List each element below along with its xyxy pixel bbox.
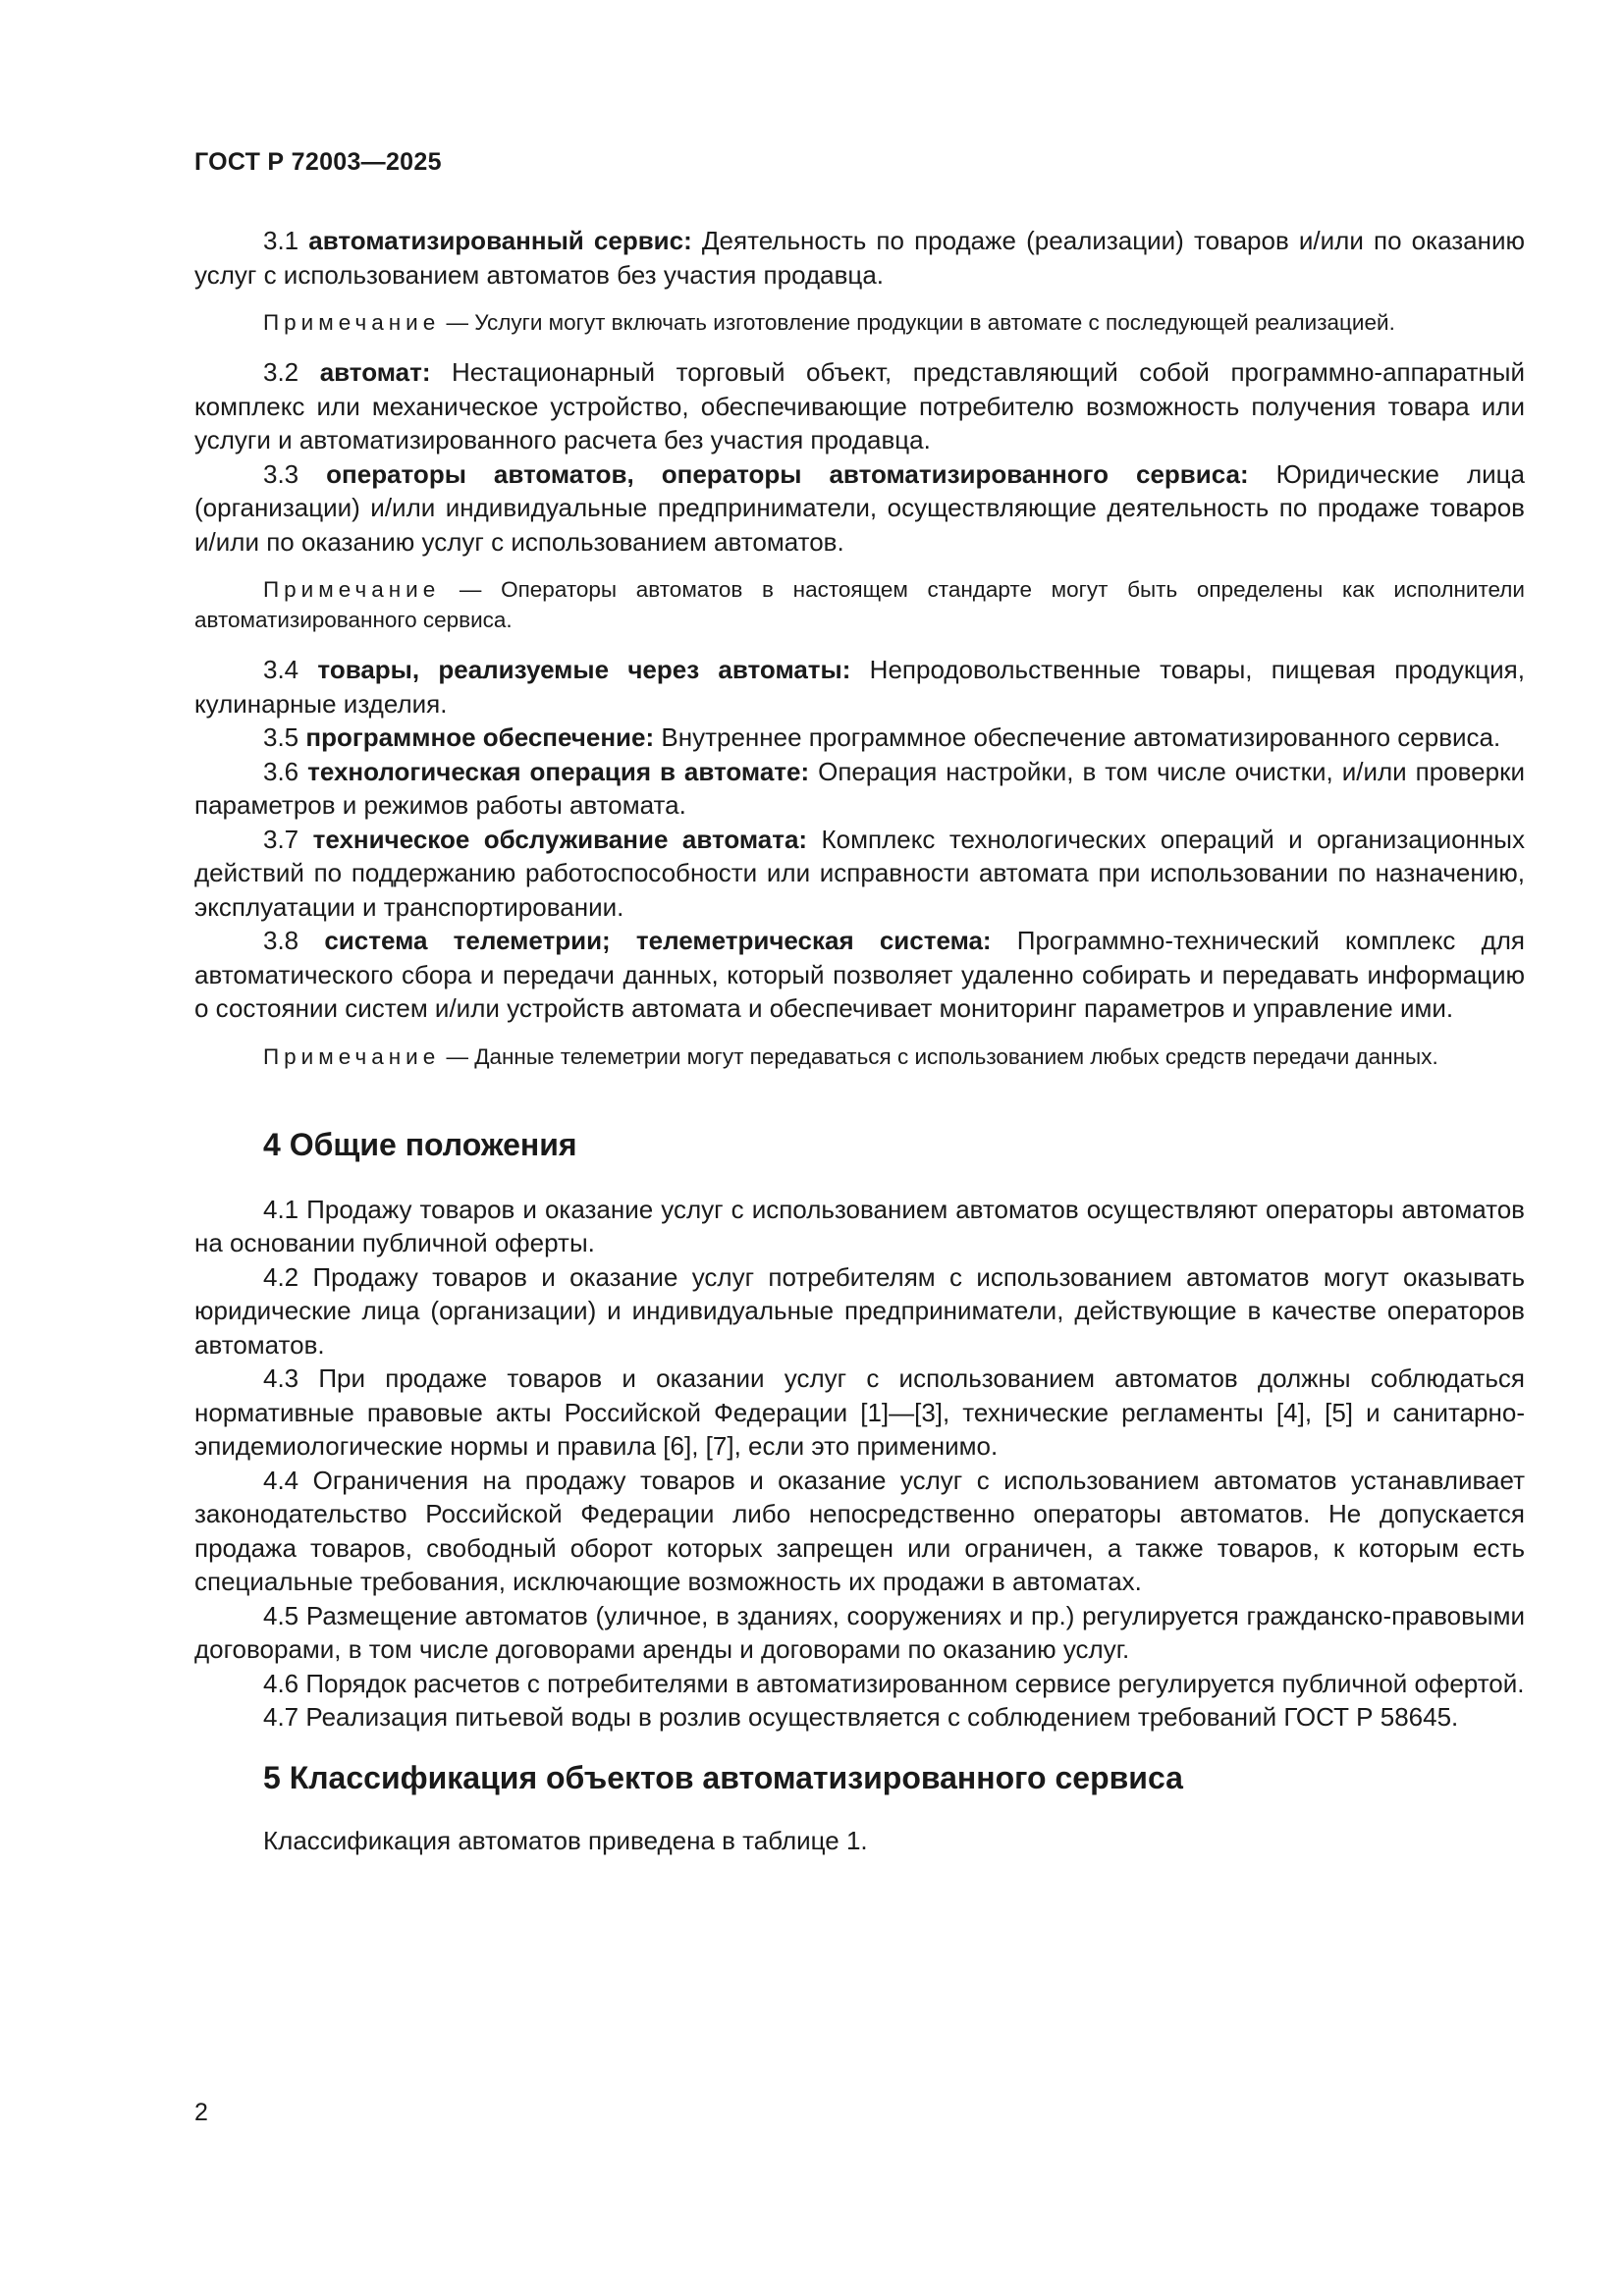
term-title: система телеметрии; телеметрическая система: — [324, 926, 992, 955]
note-label: Примечание — [263, 1043, 441, 1069]
note-label: Примечание — [263, 577, 441, 602]
clause: 4.3 При продаже товаров и оказании услуг с использованием автоматов должны соблюдаться нормативные правовые акты Российской Федерации [1]—[3], технические регламенты [4], [5] и санитарно-эпидемиологические нормы и правила [6], [7], если это применимо. — [194, 1363, 1525, 1461]
term-title: автомат: — [319, 357, 431, 387]
document-header: ГОСТ Р 72003—2025 — [194, 148, 442, 176]
note: Примечание — Услуги могут включать изготовление продукции в автомате с последующей реализацией. — [263, 310, 1395, 335]
section-heading: 4 Общие положения — [263, 1126, 577, 1162]
term-3-3: 3.3 операторы автоматов, операторы автоматизированного сервиса: Юридические лица (организации) и/или индивидуальные предприниматели, осуществляющие деятельность по продаже товаров и/или по оказанию услуг с использованием автоматов. — [194, 458, 1525, 557]
page-number: 2 — [194, 2099, 208, 2126]
term-title: программное обеспечение: — [305, 722, 655, 752]
section-heading: 5 Классификация объектов автоматизированного сервиса — [263, 1759, 1183, 1795]
term-3-6: 3.6 технологическая операция в автомате: Операция настройки, в том числе очистки, и/или проверки параметров и режимов работы автомата. — [194, 756, 1525, 820]
clause: 4.1 Продажу товаров и оказание услуг с использованием автоматов осуществляют операторы автоматов на основании публичной оферты. — [194, 1194, 1525, 1257]
note-label: Примечание — [263, 310, 441, 335]
term-3-4: 3.4 товары, реализуемые через автоматы: Непродовольственные товары, пищевая продукция, кулинарные изделия. — [194, 655, 1525, 719]
term-title: автоматизированный сервис: — [308, 226, 692, 255]
term-3-1: 3.1 автоматизированный сервис: Деятельность по продаже (реализации) товаров и/или по оказанию услуг с использованием автоматов без участия продавца. — [194, 226, 1526, 290]
term-title: операторы автоматов, операторы автоматизированного сервиса: — [326, 458, 1249, 489]
term-title: товары, реализуемые через автоматы: — [317, 655, 851, 684]
document-body — [194, 224, 1525, 1857]
clause: 4.6 Порядок расчетов с потребителями в автоматизированном сервисе регулируется публичной офертой. — [263, 1668, 1525, 1698]
term-3-7: 3.7 техническое обслуживание автомата: Комплекс технологических операций и организационных действий по поддержанию работоспособности или исправности автомата при использовании по назначению, эксплуатации и транспортировании. — [194, 824, 1525, 922]
term-3-5: 3.5 программное обеспечение: Внутреннее программное обеспечение автоматизированного сервиса. — [263, 722, 1501, 752]
term-3-2: 3.2 автомат: Нестационарный торговый объект, представляющий собой программно-аппаратный комплекс или механическое устройство, обеспечивающие потребителю возможность получения товара или услуги и автоматизированного расчета без участия продавца. — [194, 357, 1525, 454]
term-title: техническое обслуживание автомата: — [312, 824, 808, 854]
note: Примечание — Данные телеметрии могут передаваться с использованием любых средств передачи данных. — [263, 1043, 1438, 1069]
clause: 4.7 Реализация питьевой воды в розлив осуществляется с соблюдением требований ГОСТ Р 58645. — [263, 1702, 1459, 1732]
clause: 4.2 Продажу товаров и оказание услуг потребителям с использованием автоматов могут оказывать юридические лица (организации) и индивидуальные предприниматели, действующие в качестве операторов автоматов. — [194, 1261, 1525, 1360]
term-3-8: 3.8 система телеметрии; телеметрическая система: Программно-технический комплекс для автоматического сбора и передачи данных, который позволяет удаленно собирать и передавать информацию о состоянии систем и/или устройств автомата и обеспечивает мониторинг параметров и управление ими. — [194, 926, 1525, 1023]
note: Примечание — Операторы автоматов в настоящем стандарте могут быть определены как исполнители автоматизированного сервиса. — [194, 577, 1525, 632]
clause: 4.4 Ограничения на продажу товаров и оказание услуг с использованием автоматов устанавливает законодательство Российской Федерации либо непосредственно операторы автоматов. Не допускается продажа товаров, свободный оборот которых запрещен или ограничен, а также товаров, к которым есть специальные требования, исключающие возможность их продажи в автоматах. — [194, 1465, 1525, 1596]
paragraph: Классификация автоматов приведена в таблице 1. — [263, 1825, 868, 1855]
clause: 4.5 Размещение автоматов (уличное, в зданиях, сооружениях и пр.) регулируется гражданско-правовыми договорами, в том числе договорами аренды и договорами по оказанию услуг. — [194, 1600, 1525, 1664]
term-title: технологическая операция в автомате: — [307, 756, 810, 786]
